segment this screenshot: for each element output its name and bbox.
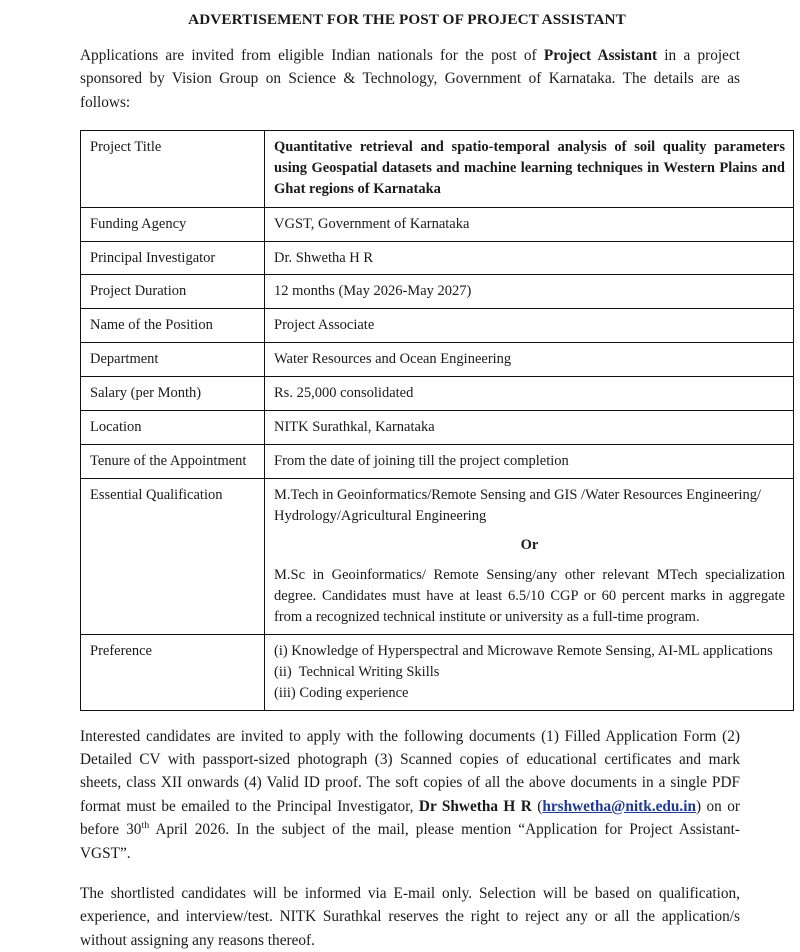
- apply-text-part2: April 2026. In the subject of the mail, please mention “Application for Project Assistant-VGST”.: [80, 821, 741, 862]
- table-row: [81, 130, 794, 207]
- row-value-position-name: Project Associate: [265, 309, 794, 343]
- row-value-salary: Rs. 25,000 consolidated: [265, 377, 794, 411]
- pi-email-link[interactable]: hrshwetha@nitk.edu.in: [542, 797, 696, 815]
- row-value-principal-investigator: Dr. Shwetha H R: [265, 241, 794, 275]
- row-label-essential-qualification: Essential Qualification: [81, 478, 265, 634]
- row-value-project-duration: 12 months (May 2026-May 2027): [265, 275, 794, 309]
- open-parenthesis: (: [531, 797, 543, 815]
- date-ordinal-suffix: th: [141, 820, 150, 832]
- intro-text-part1: Applications are invited from eligible Indian nationals for the post of: [80, 47, 544, 64]
- apply-text-part1: Interested candidates are invited to apply with the following documents (1) Filled Application Form (2) Detailed CV with passport-sized photograph (3) Scanned copies of educational certificates and mark sheets, class XII onwards (4) Valid ID proof. The soft copies of all the above documents in a single PDF format must be emailed to the Principal Investigator,: [80, 727, 740, 815]
- row-value-funding-agency: VGST, Government of Karnataka: [265, 207, 794, 241]
- table-row: [81, 241, 794, 275]
- qualification-option-one: M.Tech in Geoinformatics/Remote Sensing and GIS /Water Resources Engineering/ Hydrology/Agricultural Engineering: [274, 486, 762, 524]
- shortlist-note-paragraph: The shortlisted candidates will be informed via E-mail only. Selection will be based on qualification, experience, and interview/test. NITK Surathkal reserves the right to reject any or all the application/s without assigning any reasons thereof.: [80, 884, 740, 949]
- table-row: [81, 207, 794, 241]
- table-row: [81, 410, 794, 444]
- table-row: [81, 377, 794, 411]
- row-value-location: NITK Surathkal, Karnataka: [265, 410, 794, 444]
- table-row: [81, 275, 794, 309]
- preference-item: (i) Knowledge of Hyperspectral and Microwave Remote Sensing, AI-ML applications: [274, 642, 773, 659]
- intro-emphasis-post-name: Project Assistant: [543, 47, 658, 64]
- application-instructions-paragraph: [80, 725, 748, 865]
- close-parenthesis-and-date: ) on or before 30: [80, 797, 740, 839]
- row-label-salary: Salary (per Month): [81, 377, 265, 411]
- row-label-department: Department: [81, 343, 265, 377]
- page-title: ADVERTISEMENT FOR THE POST OF PROJECT ASSISTANT: [188, 11, 626, 28]
- project-details-table: [80, 130, 794, 711]
- table-row: [81, 309, 794, 343]
- row-label-project-duration: Project Duration: [81, 275, 265, 309]
- table-row: [81, 444, 794, 478]
- table-row: [81, 343, 794, 377]
- table-row-preference: [81, 634, 794, 710]
- table-row-essential-qualification: [81, 478, 794, 634]
- intro-paragraph: [80, 44, 748, 114]
- row-label-location: Location: [81, 410, 265, 444]
- row-label-principal-investigator: Principal Investigator: [81, 241, 265, 275]
- row-label-project-title: Project Title: [81, 130, 265, 207]
- row-label-funding-agency: Funding Agency: [81, 207, 265, 241]
- intro-text-part2: in a project sponsored by Vision Group on Science & Technology, Government of Karnataka. The details are as follows:: [80, 47, 740, 111]
- preference-item: (iii) Coding experience: [274, 684, 409, 701]
- row-label-tenure: Tenure of the Appointment: [81, 444, 265, 478]
- qualification-separator: Or: [520, 537, 539, 554]
- row-label-position-name: Name of the Position: [81, 309, 265, 343]
- preference-item: (ii) Technical Writing Skills: [274, 663, 440, 680]
- pi-name-emphasis: Dr Shwetha H R: [418, 797, 532, 815]
- qualification-option-two: M.Sc in Geoinformatics/ Remote Sensing/any other relevant MTech specialization degree. Candidates must have at least 6.5/10 CGP or 60 percent marks in aggregate from a recognized technical institute or university as a full-time program.: [274, 567, 785, 626]
- row-value-tenure: From the date of joining till the project completion: [265, 444, 794, 478]
- row-label-preference: Preference: [81, 634, 265, 710]
- row-value-department: Water Resources and Ocean Engineering: [265, 343, 794, 377]
- row-value-project-title: Quantitative retrieval and spatio-temporal analysis of soil quality parameters using Geospatial datasets and machine learning techniques in Western Plains and Ghat regions of Karnataka: [274, 138, 785, 198]
